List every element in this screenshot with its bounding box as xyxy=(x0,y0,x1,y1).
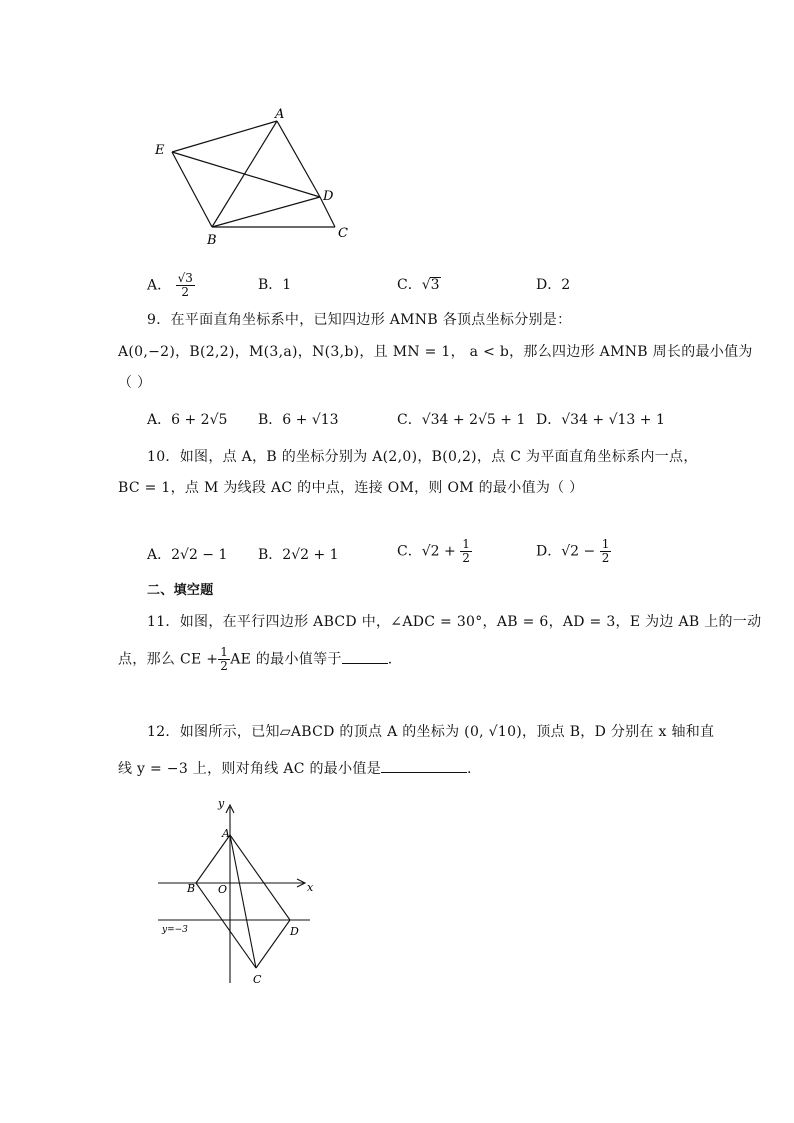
q8-option-b[interactable]: B．1 xyxy=(258,277,292,293)
q11-answer-blank[interactable] xyxy=(342,663,388,664)
q12-line1: 12．如图所示，已知▱ABCD 的顶点 A 的坐标为 (0, √10)，顶点 B，D 分别在 x 轴和直 xyxy=(147,724,715,740)
label-C: C xyxy=(338,226,348,241)
label-O: O xyxy=(218,883,228,896)
q9-line1: 9．在平面直角坐标系中，已知四边形 AMNB 各顶点坐标分别是： xyxy=(147,312,572,328)
q9-line2: A(0,−2)，B(2,2)，M(3,a)，N(3,b)，且 MN = 1， a < b，那么四边形 AMNB 周长的最小值为 xyxy=(118,344,753,360)
q9-line3: （ ） xyxy=(118,375,152,391)
q9-option-b[interactable]: B．6 + √13 xyxy=(258,412,339,428)
label-B: B xyxy=(207,233,217,248)
q8-option-c[interactable]: C．√3 xyxy=(397,277,440,293)
label-A: A xyxy=(275,107,285,122)
label-line: y=−3 xyxy=(162,925,188,935)
edge-EB xyxy=(172,152,212,227)
q10-option-c[interactable]: C．√2 + $\frac{1}{2}$ xyxy=(397,537,470,565)
edge-DC xyxy=(256,920,290,968)
label-D: D xyxy=(323,189,334,204)
label-x: x xyxy=(307,881,314,894)
edge-AD xyxy=(230,835,290,920)
diagonal-AC xyxy=(230,835,256,968)
q11-line1: 11．如图，在平行四边形 ABCD 中，∠ADC = 30°，AB = 6，AD = 3，E 为边 AB 上的一动 xyxy=(147,614,762,630)
label-D: D xyxy=(290,925,299,938)
label-B: B xyxy=(187,882,196,895)
q9-option-d[interactable]: D．√34 + √13 + 1 xyxy=(536,412,665,428)
q10-option-a[interactable]: A．2√2 − 1 xyxy=(147,547,228,563)
q8-option-d[interactable]: D．2 xyxy=(536,277,571,293)
q8-option-a[interactable]: A． $\frac{√3}{2}$ xyxy=(147,271,193,299)
figure-coordinate-parallelogram xyxy=(150,795,320,995)
q9-option-a[interactable]: A．6 + 2√5 xyxy=(147,412,228,428)
label-y: y xyxy=(218,797,225,810)
q11-line2: 点，那么 CE + $\frac{1}{2}$ AE 的最小值等于 . xyxy=(118,645,393,673)
q12-line2: 线 y = −3 上，则对角线 AC 的最小值是 . xyxy=(118,761,472,777)
q10-option-d[interactable]: D．√2 − $\frac{1}{2}$ xyxy=(536,537,610,565)
q12-answer-blank[interactable] xyxy=(381,772,467,773)
q10-option-b[interactable]: B．2√2 + 1 xyxy=(258,547,339,563)
q9-option-c[interactable]: C．√34 + 2√5 + 1 xyxy=(397,412,526,428)
label-A: A xyxy=(222,827,230,840)
label-C: C xyxy=(253,973,262,986)
label-E: E xyxy=(155,143,165,158)
figure-quadrilateral xyxy=(150,100,360,250)
edge-AB xyxy=(196,835,230,883)
q10-line2: BC = 1，点 M 为线段 AC 的中点，连接 OM，则 OM 的最小值为（ ） xyxy=(118,480,584,496)
section-title: 二、填空题 xyxy=(147,583,214,598)
q10-line1: 10．如图，点 A，B 的坐标分别为 A(2,0)，B(0,2)，点 C 为平面直角坐标系内一点， xyxy=(147,449,698,465)
